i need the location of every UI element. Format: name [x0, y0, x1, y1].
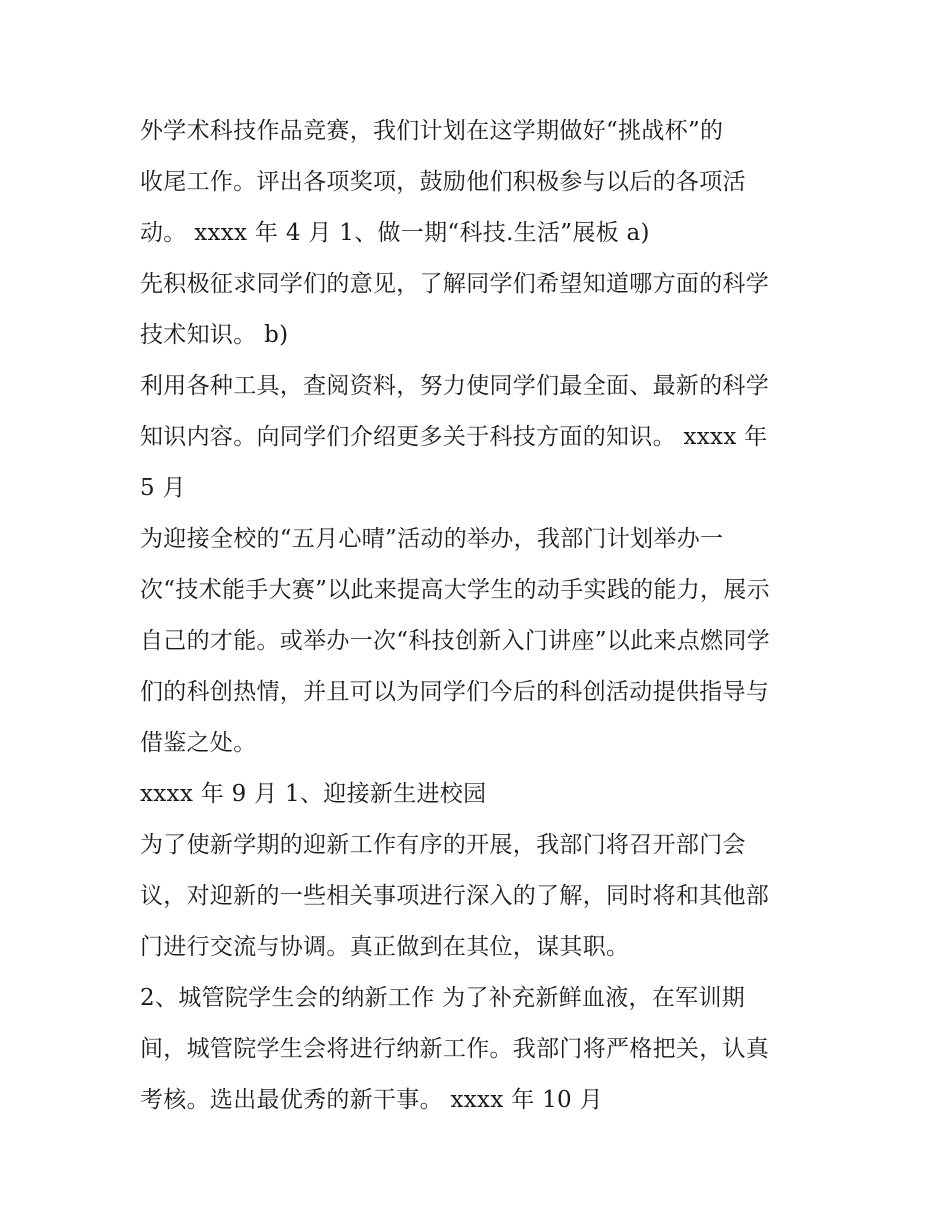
text-line: 考核。选出最优秀的新干事。 xxxx 年 10 月 — [140, 1087, 603, 1113]
text-line: 自己的才能。或举办一次“科技创新入门讲座”以此来点燃同学 — [140, 628, 770, 654]
text-line: 借鉴之处。 — [140, 730, 257, 756]
text-line: 议，对迎新的一些相关事项进行深入的了解，同时将和其他部 — [140, 883, 770, 909]
text-line: 技术知识。 b) — [140, 322, 289, 348]
text-line: xxxx 年 9 月 1、迎接新生进校园 — [140, 781, 487, 807]
text-line: 2、城管院学生会的纳新工作 为了补充新鲜血液，在军训期 — [140, 985, 746, 1011]
text-line: 为了使新学期的迎新工作有序的开展，我部门将召开部门会 — [140, 832, 746, 858]
text-line: 利用各种工具，查阅资料，努力使同学们最全面、最新的科学 — [140, 373, 770, 399]
text-line: 门进行交流与协调。真正做到在其位，谋其职。 — [140, 934, 630, 960]
text-line: 知识内容。向同学们介绍更多关于科技方面的知识。 xxxx 年 — [140, 424, 768, 450]
text-line: 收尾工作。评出各项奖项，鼓励他们积极参与以后的各项活 — [140, 169, 746, 195]
text-line: 动。 xxxx 年 4 月 1、做一期“科技.生活”展板 a) — [140, 220, 650, 246]
text-line: 们的科创热情，并且可以为同学们今后的科创活动提供指导与 — [140, 679, 770, 705]
text-line: 外学术科技作品竞赛，我们计划在这学期做好“挑战杯”的 — [140, 118, 724, 144]
text-line: 先积极征求同学们的意见，了解同学们希望知道哪方面的科学 — [140, 271, 770, 297]
body-text — [140, 106, 830, 1126]
text-line: 为迎接全校的“五月心晴”活动的举办，我部门计划举办一 — [140, 526, 724, 552]
text-line: 间，城管院学生会将进行纳新工作。我部门将严格把关，认真 — [140, 1036, 770, 1062]
text-line: 次“技术能手大赛”以此来提高大学生的动手实践的能力，展示 — [140, 577, 770, 603]
text-line: 5 月 — [140, 475, 186, 501]
